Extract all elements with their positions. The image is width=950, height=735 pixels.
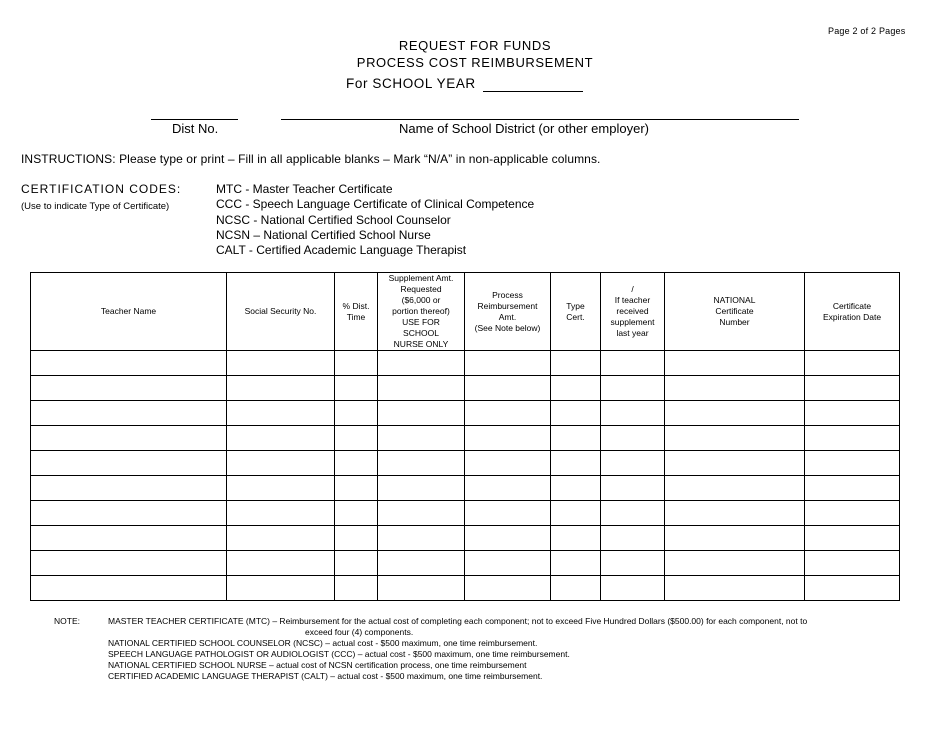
table-cell-percent-dist-time[interactable] [335,351,378,376]
table-row [31,526,900,551]
table-cell-teacher-name[interactable] [31,551,227,576]
table-cell-social-security-no[interactable] [227,451,335,476]
column-header-type-cert [551,273,601,351]
table-cell-teacher-name[interactable] [31,451,227,476]
table-cell-supplement-amt[interactable] [378,551,465,576]
table-cell-social-security-no[interactable] [227,426,335,451]
table-cell-certificate-expiration-date[interactable] [805,376,900,401]
table-cell-social-security-no[interactable] [227,401,335,426]
table-row [31,351,900,376]
table-cell-type-cert[interactable] [551,351,601,376]
note-label: NOTE: [54,616,80,626]
column-header-line: last year [616,328,649,338]
table-cell-process-reimbursement-amt[interactable] [465,551,551,576]
table-cell-social-security-no[interactable] [227,501,335,526]
school-year-field[interactable] [483,91,583,92]
table-cell-national-certificate-number[interactable] [665,576,805,601]
table-cell-process-reimbursement-amt[interactable] [465,451,551,476]
column-header-line: Process [492,289,523,300]
note-line: SPEECH LANGUAGE PATHOLOGIST OR AUDIOLOGIST (CCC) – actual cost - $500 maximum, one time reimbursement. [108,649,570,659]
code-ncsn: NCSN – National Certified School Nurse [216,227,431,242]
table-cell-national-certificate-number[interactable] [665,451,805,476]
table-cell-national-certificate-number[interactable] [665,476,805,501]
table-cell-process-reimbursement-amt[interactable] [465,526,551,551]
table-cell-teacher-received-supplement[interactable] [601,576,665,601]
table-cell-teacher-name[interactable] [31,401,227,426]
table-cell-certificate-expiration-date[interactable] [805,401,900,426]
table-cell-teacher-name[interactable] [31,476,227,501]
table-cell-type-cert[interactable] [551,526,601,551]
form-title: REQUEST FOR FUNDS [398,38,552,53]
table-cell-teacher-name[interactable] [31,426,227,451]
table-cell-percent-dist-time[interactable] [335,451,378,476]
column-header-line: supplement [610,317,655,327]
note-line: CERTIFIED ACADEMIC LANGUAGE THERAPIST (CALT) – actual cost - $500 maximum, one time reimbursement. [108,671,543,681]
column-header-percent-dist-time [335,273,378,351]
column-header-line: SCHOOL [403,328,439,338]
table-row [31,551,900,576]
column-header-line: Certificate [715,306,754,316]
page-number: Page 2 of 2 Pages [828,26,906,36]
table-cell-teacher-name[interactable] [31,351,227,376]
table-cell-teacher-name[interactable] [31,376,227,401]
table-cell-teacher-received-supplement[interactable] [601,426,665,451]
table-cell-supplement-amt[interactable] [378,351,465,376]
column-header-line: Teacher Name [100,306,157,316]
form-subtitle: PROCESS COST REIMBURSEMENT [356,55,594,70]
table-cell-type-cert[interactable] [551,476,601,501]
table-header-row [31,273,900,351]
table-cell-teacher-received-supplement[interactable] [601,451,665,476]
column-header-process-reimbursement-amt [465,273,551,351]
table-cell-teacher-name[interactable] [31,576,227,601]
column-header-line: USE FOR [402,317,440,327]
table-cell-national-certificate-number[interactable] [665,526,805,551]
funds-table [30,272,900,601]
column-header-national-certificate-number [665,273,805,351]
table-cell-supplement-amt[interactable] [378,576,465,601]
table-cell-type-cert[interactable] [551,376,601,401]
table-cell-teacher-received-supplement[interactable] [601,351,665,376]
table-cell-social-security-no[interactable] [227,476,335,501]
table-cell-national-certificate-number[interactable] [665,376,805,401]
table-cell-type-cert[interactable] [551,426,601,451]
table-row [31,401,900,426]
table-row [31,376,900,401]
table-cell-process-reimbursement-amt[interactable] [465,401,551,426]
table-cell-certificate-expiration-date[interactable] [805,501,900,526]
column-header-line: NATIONAL [713,295,756,305]
table-cell-type-cert[interactable] [551,451,601,476]
table-cell-national-certificate-number[interactable] [665,426,805,451]
column-header-line: Time [346,311,366,322]
table-cell-social-security-no[interactable] [227,376,335,401]
table-cell-percent-dist-time[interactable] [335,376,378,401]
table-cell-process-reimbursement-amt[interactable] [465,476,551,501]
column-header-social-security-no [227,273,335,351]
table-cell-process-reimbursement-amt[interactable] [465,576,551,601]
column-header-line: (See Note below) [474,322,541,333]
certification-subheading: (Use to indicate Type of Certificate) [21,201,170,212]
district-name-label: Name of School District (or other employer) [399,121,649,136]
column-header-line: Social Security No. [244,306,317,316]
code-ccc: CCC - Speech Language Certificate of Clinical Competence [216,197,535,212]
table-cell-process-reimbursement-amt[interactable] [465,501,551,526]
column-header-line: portion thereof) [392,306,450,316]
column-header-line: Requested [400,284,442,294]
column-header-line: ($6,000 or [401,295,441,305]
column-header-certificate-expiration-date [805,273,900,351]
column-header-teacher-name [31,273,227,351]
table-cell-teacher-received-supplement[interactable] [601,526,665,551]
table-cell-social-security-no[interactable] [227,551,335,576]
table-cell-type-cert[interactable] [551,401,601,426]
table-cell-social-security-no[interactable] [227,576,335,601]
column-header-line: NURSE ONLY [393,339,449,349]
table-cell-type-cert[interactable] [551,551,601,576]
column-header-line: Number [719,317,750,327]
table-cell-percent-dist-time[interactable] [335,401,378,426]
table-row [31,476,900,501]
table-cell-supplement-amt[interactable] [378,376,465,401]
table-cell-national-certificate-number[interactable] [665,401,805,426]
table-cell-national-certificate-number[interactable] [665,501,805,526]
table-cell-supplement-amt[interactable] [378,426,465,451]
table-row [31,501,900,526]
table-cell-social-security-no[interactable] [227,351,335,376]
note-line: exceed four (4) components. [305,627,414,637]
table-cell-percent-dist-time[interactable] [335,551,378,576]
certification-code-list [216,182,534,258]
column-header-teacher-received-supplement [601,273,665,351]
table-cell-percent-dist-time[interactable] [335,476,378,501]
table-cell-teacher-received-supplement[interactable] [601,401,665,426]
note-body [108,616,908,682]
table-cell-teacher-received-supplement[interactable] [601,376,665,401]
table-cell-supplement-amt[interactable] [378,501,465,526]
code-mtc: MTC - Master Teacher Certificate [216,182,393,196]
column-header-line: Supplement Amt. [388,273,454,283]
table-cell-certificate-expiration-date[interactable] [805,526,900,551]
table-cell-teacher-received-supplement[interactable] [601,551,665,576]
table-cell-certificate-expiration-date[interactable] [805,451,900,476]
table-cell-supplement-amt[interactable] [378,526,465,551]
column-header-line: Expiration Date [822,311,882,322]
table-cell-supplement-amt[interactable] [378,401,465,426]
dist-no-label: Dist No. [172,121,219,136]
school-year-label: For SCHOOL YEAR [346,76,476,91]
table-cell-percent-dist-time[interactable] [335,501,378,526]
table-cell-social-security-no[interactable] [227,526,335,551]
table-row [31,451,900,476]
table-row [31,426,900,451]
column-header-line: % Dist. [342,300,370,311]
dist-no-field[interactable] [151,119,238,120]
table-cell-percent-dist-time[interactable] [335,526,378,551]
column-header-line: Cert. [566,311,585,322]
table-cell-certificate-expiration-date[interactable] [805,426,900,451]
table-cell-certificate-expiration-date[interactable] [805,351,900,376]
note-line: NATIONAL CERTIFIED SCHOOL NURSE – actual cost of NCSN certification process, one time reimbursement [108,660,527,670]
column-header-line: If teacher [614,295,651,305]
table-cell-national-certificate-number[interactable] [665,551,805,576]
table-cell-percent-dist-time[interactable] [335,576,378,601]
column-header-line: Reimbursement [477,300,538,311]
table-cell-teacher-name[interactable] [31,501,227,526]
district-name-field[interactable] [281,119,799,120]
column-header-line: Type [566,300,585,311]
table-cell-process-reimbursement-amt[interactable] [465,426,551,451]
table-row [31,576,900,601]
table-cell-teacher-name[interactable] [31,526,227,551]
column-header-line: received [616,306,649,316]
table-cell-supplement-amt[interactable] [378,451,465,476]
column-header-line: Certificate [832,300,872,311]
table-cell-certificate-expiration-date[interactable] [805,551,900,576]
table-cell-type-cert[interactable] [551,576,601,601]
certification-heading: CERTIFICATION CODES: [21,182,182,196]
column-header-line: Amt. [498,311,517,322]
instructions: INSTRUCTIONS: Please type or print – Fill in all applicable blanks – Mark “N/A” in non-applicable columns. [21,152,601,166]
table-cell-teacher-received-supplement[interactable] [601,476,665,501]
table-cell-certificate-expiration-date[interactable] [805,576,900,601]
table-cell-process-reimbursement-amt[interactable] [465,351,551,376]
table-cell-teacher-received-supplement[interactable] [601,501,665,526]
table-cell-type-cert[interactable] [551,501,601,526]
code-ncsc: NCSC - National Certified School Counselor [216,212,451,227]
table-cell-process-reimbursement-amt[interactable] [465,376,551,401]
note-line: MASTER TEACHER CERTIFICATE (MTC) – Reimbursement for the actual cost of completing each component; not to exceed Five Hundred Dollars ($500.00) for each component, not to [108,616,808,626]
column-header-line: / [631,284,634,294]
note-line: NATIONAL CERTIFIED SCHOOL COUNSELOR (NCSC) – actual cost - $500 maximum, one time reimbursement. [108,638,538,648]
table-cell-percent-dist-time[interactable] [335,426,378,451]
table-cell-certificate-expiration-date[interactable] [805,476,900,501]
table-cell-supplement-amt[interactable] [378,476,465,501]
column-header-supplement-amt [378,273,465,351]
code-calt: CALT - Certified Academic Language Therapist [216,243,467,258]
table-cell-national-certificate-number[interactable] [665,351,805,376]
